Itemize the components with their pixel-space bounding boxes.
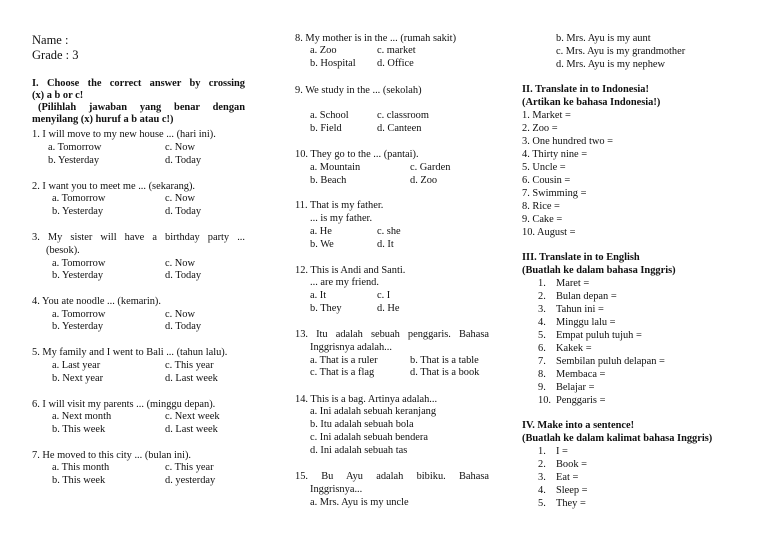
section3-num-9: 9. bbox=[538, 382, 546, 393]
section4-item-5[interactable]: They = bbox=[556, 498, 586, 509]
question-8: 8. My mother is in the ... (rumah sakit) bbox=[295, 33, 457, 44]
question-15-cont: Inggrisnya... bbox=[310, 484, 363, 495]
question-13-cont: Inggrisnya adalah... bbox=[310, 342, 392, 353]
q15-option-a[interactable]: a. Mrs. Ayu is my uncle bbox=[310, 497, 409, 508]
q10-option-a[interactable]: a. Mountain bbox=[310, 162, 361, 173]
q9-option-b[interactable]: b. Field bbox=[310, 123, 342, 134]
question-3: 3. My sister will have a birthday party ... bbox=[32, 232, 245, 243]
section4-item-3[interactable]: Eat = bbox=[556, 472, 579, 483]
grade-label: Grade : 3 bbox=[32, 48, 79, 62]
section4-num-1: 1. bbox=[538, 446, 546, 457]
q6-option-b[interactable]: b. This week bbox=[52, 424, 106, 435]
q14-option-b[interactable]: b. Itu adalah sebuah bola bbox=[310, 419, 414, 430]
question-5: 5. My family and I went to Bali ... (tahun lalu). bbox=[32, 347, 228, 358]
section4-num-3: 3. bbox=[538, 472, 546, 483]
question-9: 9. We study in the ... (sekolah) bbox=[295, 85, 422, 96]
q6-option-d[interactable]: d. Last week bbox=[165, 424, 218, 435]
section4-num-5: 5. bbox=[538, 498, 546, 509]
q1-option-d[interactable]: d. Today bbox=[165, 155, 202, 166]
q7-option-a[interactable]: a. This month bbox=[52, 462, 110, 473]
q3-option-b[interactable]: b. Yesterday bbox=[52, 270, 104, 281]
q15-option-c[interactable]: c. Mrs. Ayu is my grandmother bbox=[556, 46, 686, 57]
section3-item-7[interactable]: Sembilan puluh delapan = bbox=[556, 356, 665, 367]
q3-option-a[interactable]: a. Tomorrow bbox=[52, 258, 106, 269]
section3-item-1[interactable]: Maret = bbox=[556, 278, 590, 289]
section3-num-4: 4. bbox=[538, 317, 546, 328]
section2-item-2[interactable]: 2. Zoo = bbox=[522, 123, 558, 134]
q9-option-c[interactable]: c. classroom bbox=[377, 110, 429, 121]
q3-option-c[interactable]: c. Now bbox=[165, 258, 196, 269]
section2-item-1[interactable]: 1. Market = bbox=[522, 110, 571, 121]
q12-option-b[interactable]: b. They bbox=[310, 303, 342, 314]
section1-title: I. Choose the correct answer by crossing bbox=[32, 78, 245, 89]
section3-item-10[interactable]: Penggaris = bbox=[556, 395, 606, 406]
q11-option-d[interactable]: d. It bbox=[377, 239, 394, 250]
q4-option-b[interactable]: b. Yesterday bbox=[52, 321, 104, 332]
section4-subtitle: (Buatlah ke dalam kalimat bahasa Inggris) bbox=[522, 433, 713, 444]
section3-num-6: 6. bbox=[538, 343, 546, 354]
question-2: 2. I want you to meet me ... (sekarang). bbox=[32, 181, 196, 192]
section4-num-4: 4. bbox=[538, 485, 546, 496]
section4-num-2: 2. bbox=[538, 459, 546, 470]
section3-num-8: 8. bbox=[538, 369, 546, 380]
q14-option-d[interactable]: d. Ini adalah sebuah tas bbox=[310, 445, 408, 456]
q6-option-a[interactable]: a. Next month bbox=[52, 411, 112, 422]
q10-option-d[interactable]: d. Zoo bbox=[410, 175, 438, 186]
section3-item-5[interactable]: Empat puluh tujuh = bbox=[556, 330, 642, 341]
question-15: 15. Bu Ayu adalah bibiku. Bahasa bbox=[295, 471, 489, 482]
q2-option-c[interactable]: c. Now bbox=[165, 193, 196, 204]
section3-item-6[interactable]: Kakek = bbox=[556, 343, 592, 354]
question-12-cont: ... are my friend. bbox=[310, 277, 379, 288]
section4-item-4[interactable]: Sleep = bbox=[556, 485, 588, 496]
q5-option-c[interactable]: c. This year bbox=[165, 360, 214, 371]
q11-option-c[interactable]: c. she bbox=[377, 226, 401, 237]
q12-option-c[interactable]: c. I bbox=[377, 290, 391, 301]
section1-subtitle-2: menyilang (x) huruf a b atau c!) bbox=[32, 114, 174, 125]
q7-option-b[interactable]: b. This week bbox=[52, 475, 106, 486]
section2-item-3[interactable]: 3. One hundred two = bbox=[522, 136, 613, 147]
section1-subtitle: (Pilihlah jawaban yang benar dengan bbox=[38, 102, 245, 113]
section3-num-1: 1. bbox=[538, 278, 546, 289]
section3-item-8[interactable]: Membaca = bbox=[556, 369, 606, 380]
q14-option-c[interactable]: c. Ini adalah sebuah bendera bbox=[310, 432, 428, 443]
section3-item-2[interactable]: Bulan depan = bbox=[556, 291, 617, 302]
q1-option-a[interactable]: a. Tomorrow bbox=[48, 142, 102, 153]
q1-option-b[interactable]: b. Yesterday bbox=[48, 155, 100, 166]
section3-num-5: 5. bbox=[538, 330, 546, 341]
question-6: 6. I will visit my parents ... (minggu depan). bbox=[32, 399, 216, 410]
section2-item-10[interactable]: 10. August = bbox=[522, 227, 576, 238]
q15-option-d[interactable]: d. Mrs. Ayu is my nephew bbox=[556, 59, 666, 70]
section2-item-8[interactable]: 8. Rice = bbox=[522, 201, 560, 212]
q9-option-a[interactable]: a. School bbox=[310, 110, 349, 121]
section3-num-3: 3. bbox=[538, 304, 546, 315]
q10-option-c[interactable]: c. Garden bbox=[410, 162, 451, 173]
q10-option-b[interactable]: b. Beach bbox=[310, 175, 347, 186]
section2-title: II. Translate in to Indonesia! bbox=[522, 84, 649, 95]
q12-option-a[interactable]: a. It bbox=[310, 290, 327, 301]
name-label: Name : bbox=[32, 33, 69, 47]
section3-num-2: 2. bbox=[538, 291, 546, 302]
q5-option-d[interactable]: d. Last week bbox=[165, 373, 218, 384]
section2-item-6[interactable]: 6. Cousin = bbox=[522, 175, 571, 186]
section2-item-4[interactable]: 4. Thirty nine = bbox=[522, 149, 588, 160]
q13-option-c[interactable]: c. That is a flag bbox=[310, 367, 375, 378]
q13-option-d[interactable]: d. That is a book bbox=[410, 367, 480, 378]
section2-subtitle: (Artikan ke bahasa Indonesia!) bbox=[522, 97, 661, 108]
section3-item-9[interactable]: Belajar = bbox=[556, 382, 595, 393]
q5-option-b[interactable]: b. Next year bbox=[52, 373, 104, 384]
q1-option-c[interactable]: c. Now bbox=[165, 142, 196, 153]
question-11: 11. That is my father. bbox=[295, 200, 384, 211]
q15-option-b[interactable]: b. Mrs. Ayu is my aunt bbox=[556, 33, 651, 44]
q8-option-a[interactable]: a. Zoo bbox=[310, 45, 337, 56]
q2-option-a[interactable]: a. Tomorrow bbox=[52, 193, 106, 204]
section4-item-1[interactable]: I = bbox=[556, 446, 568, 457]
q11-option-a[interactable]: a. He bbox=[310, 226, 332, 237]
section3-num-10: 10. bbox=[538, 395, 551, 406]
question-4: 4. You ate noodle ... (kemarin). bbox=[32, 296, 161, 307]
q2-option-d[interactable]: d. Today bbox=[165, 206, 202, 217]
section3-item-4[interactable]: Minggu lalu = bbox=[556, 317, 616, 328]
q8-option-c[interactable]: c. market bbox=[377, 45, 416, 56]
q9-option-d[interactable]: d. Canteen bbox=[377, 123, 422, 134]
section2-item-9[interactable]: 9. Cake = bbox=[522, 214, 563, 225]
question-10: 10. They go to the ... (pantai). bbox=[295, 149, 419, 160]
q3-option-d[interactable]: d. Today bbox=[165, 270, 202, 281]
question-7: 7. He moved to this city ... (bulan ini). bbox=[32, 450, 192, 461]
section4-title: IV. Make into a sentence! bbox=[522, 420, 635, 431]
q11-option-b[interactable]: b. We bbox=[310, 239, 334, 250]
q13-option-b[interactable]: b. That is a table bbox=[410, 355, 479, 366]
section2-item-7[interactable]: 7. Swimming = bbox=[522, 188, 587, 199]
question-14: 14. This is a bag. Artinya adalah... bbox=[295, 394, 438, 405]
q8-option-b[interactable]: b. Hospital bbox=[310, 58, 356, 69]
q12-option-d[interactable]: d. He bbox=[377, 303, 400, 314]
q14-option-a[interactable]: a. Ini adalah sebuah keranjang bbox=[310, 406, 437, 417]
section3-title: III. Translate in to English bbox=[522, 252, 640, 263]
section3-item-3[interactable]: Tahun ini = bbox=[556, 304, 604, 315]
q5-option-a[interactable]: a. Last year bbox=[52, 360, 101, 371]
question-12: 12. This is Andi and Santi. bbox=[295, 265, 406, 276]
q4-option-a[interactable]: a. Tomorrow bbox=[52, 309, 106, 320]
q4-option-c[interactable]: c. Now bbox=[165, 309, 196, 320]
q2-option-b[interactable]: b. Yesterday bbox=[52, 206, 104, 217]
q13-option-a[interactable]: a. That is a ruler bbox=[310, 355, 378, 366]
section3-num-7: 7. bbox=[538, 356, 546, 367]
q8-option-d[interactable]: d. Office bbox=[377, 58, 414, 69]
section3-subtitle: (Buatlah ke dalam bahasa Inggris) bbox=[522, 265, 676, 276]
section1-title-2: (x) a b or c! bbox=[32, 90, 84, 101]
question-13: 13. Itu adalah sebuah penggaris. Bahasa bbox=[295, 329, 489, 340]
section2-item-5[interactable]: 5. Uncle = bbox=[522, 162, 566, 173]
q4-option-d[interactable]: d. Today bbox=[165, 321, 202, 332]
q7-option-d[interactable]: d. yesterday bbox=[165, 475, 216, 486]
q7-option-c[interactable]: c. This year bbox=[165, 462, 214, 473]
question-3-cont: (besok). bbox=[46, 245, 80, 256]
section4-item-2[interactable]: Book = bbox=[556, 459, 587, 470]
question-11-cont: ... is my father. bbox=[310, 213, 373, 224]
q6-option-c[interactable]: c. Next week bbox=[165, 411, 220, 422]
question-1: 1. I will move to my new house ... (hari ini). bbox=[32, 129, 216, 140]
